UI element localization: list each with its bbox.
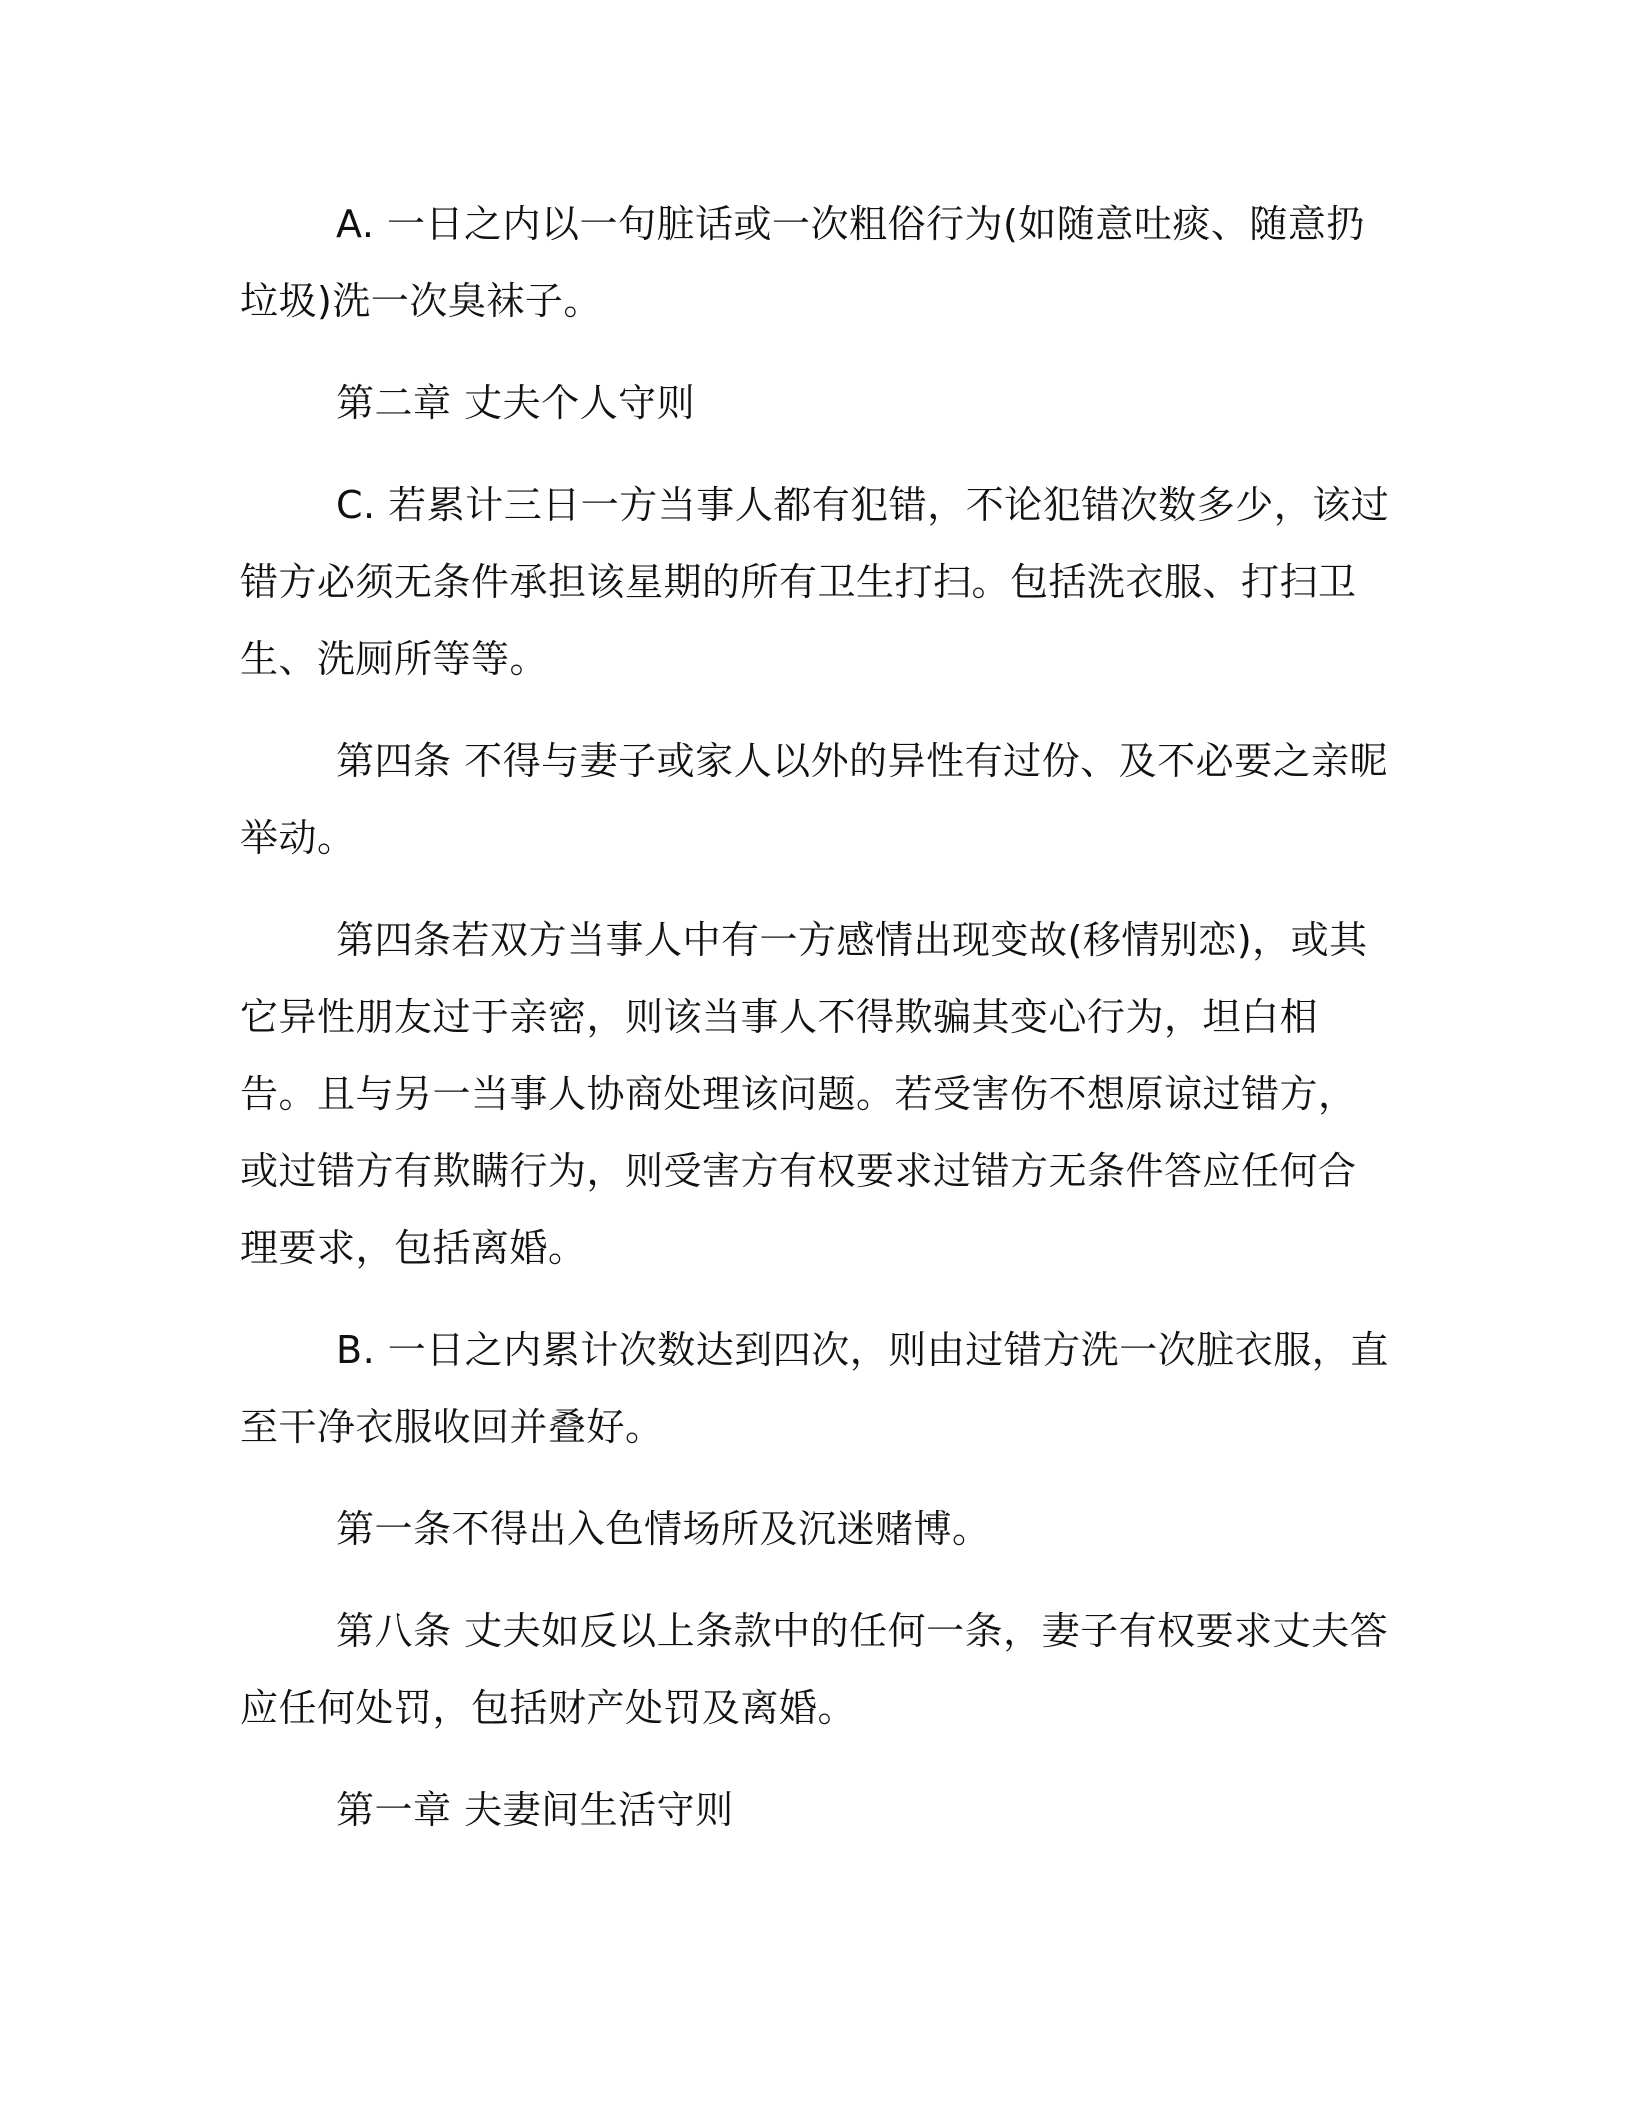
document-body [240,186,1392,1874]
paragraph-rule-b-laundry: B. 一日之内累计次数达到四次，则由过错方洗一次脏衣服，直至干净衣服收回并叠好。 [240,1328,1389,1449]
paragraph-article-four-affection: 第四条若双方当事人中有一方感情出现变故(移情别恋)，或其它异性朋友过于亲密，则该当事人不得欺骗其变心行为，坦白相告。且与另一当事人协商处理该问题。若受害伤不想原谅过错方，或过错方有欺瞒行为，则受害方有权要求过错方无条件答应任何合理要求，包括离婚。 [240,918,1368,1270]
paragraph-article-one-gambling: 第一条不得出入色情场所及沉迷赌博。 [336,1507,991,1551]
paragraph-rule-c-cleaning: C. 若累计三日一方当事人都有犯错，不论犯错次数多少，该过错方必须无条件承担该星期的所有卫生打扫。包括洗衣服、打扫卫生、洗厕所等等。 [240,483,1390,681]
paragraph-rule-a-swearing: A. 一日之内以一句脏话或一次粗俗行为(如随意吐痰、随意扔垃圾)洗一次臭袜子。 [240,202,1365,323]
paragraph-article-four-intimacy: 第四条 不得与妻子或家人以外的异性有过份、及不必要之亲昵举动。 [240,739,1389,860]
paragraph-article-eight-penalty: 第八条 丈夫如反以上条款中的任何一条，妻子有权要求丈夫答应任何处罚，包括财产处罚及离婚。 [240,1609,1389,1730]
chapter-two-heading: 第二章 丈夫个人守则 [336,381,696,425]
chapter-one-heading: 第一章 夫妻间生活守则 [336,1788,734,1832]
